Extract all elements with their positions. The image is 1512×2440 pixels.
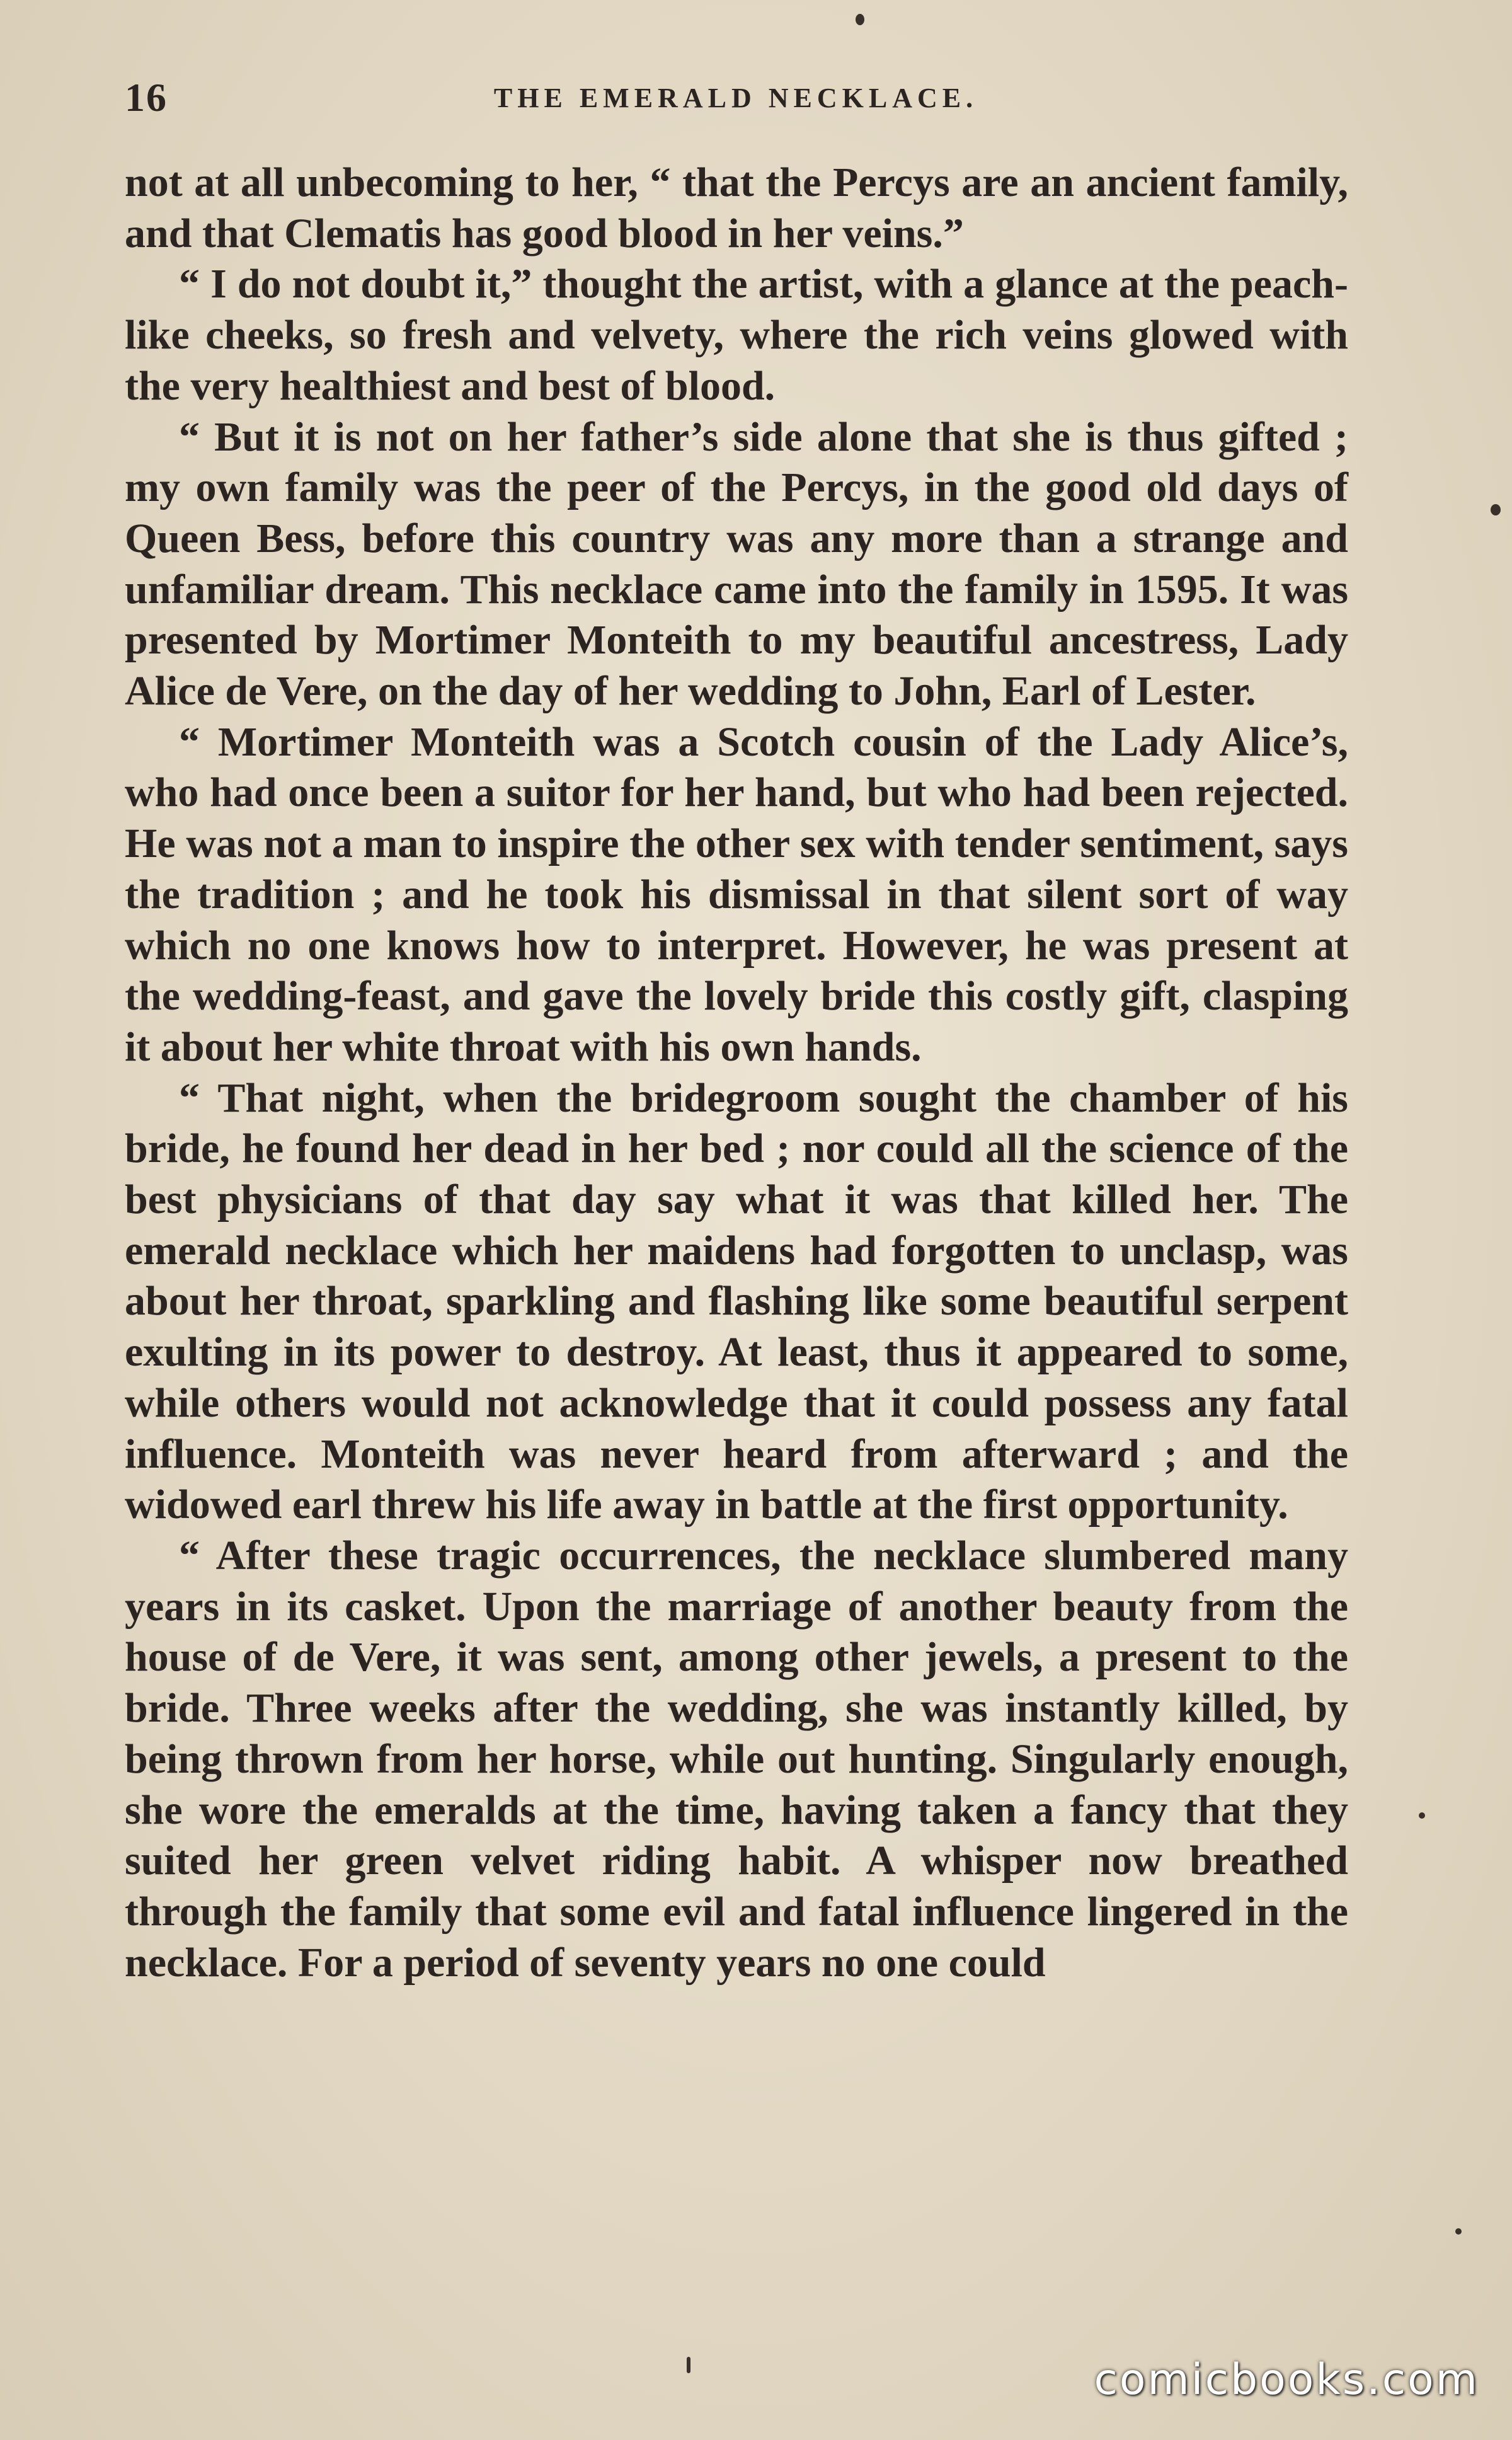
print-speck (1419, 1812, 1425, 1819)
print-speck (856, 14, 864, 25)
paragraph: “ Mortimer Monteith was a Scotch cousin of the Lady Alice’s, who had once been a suitor for her hand, but who had been rejected. He was not a man to inspire the other sex with tender sentiment, says the tradition ; and he took his dismissal in that silent sort of way which no one knows how to interpret. However, he was present at the wedding-feast, and gave the lovely bride this costly gift, clasping it about her white throat with his own hands. (125, 718, 1348, 1070)
paragraph: not at all unbecoming to her, “ that the Percys are an ancient family, and that Clematis has good blood in her veins.” (125, 159, 1348, 256)
print-speck (1455, 2228, 1462, 2235)
page-header (125, 74, 1347, 125)
page-number: 16 (125, 75, 168, 120)
paragraph: “ After these tragic occurrences, the necklace slumbered many years in its casket. Upon the marriage of another beauty from the house of de Vere, it was sent, among other jewels, a present to the bride. Three weeks after the wedding, she was instantly killed, by being thrown from her horse, while out hunting. Singularly enough, she wore the emeralds at the time, having taken a fancy that they suited her green velvet riding habit. A whisper now breathed through the family that some evil and fatal influence lingered in the necklace. For a period of seventy years no one could (125, 1532, 1348, 1986)
print-speck (1491, 504, 1501, 515)
print-speck (687, 2357, 690, 2373)
body-text (125, 158, 1348, 1988)
site-watermark: comicbooks.com (1094, 2355, 1479, 2405)
paragraph: “ That night, when the bridegroom sought the chamber of his bride, he found her dead in her bed ; nor could all the science of the best physicians of that day say what it was that killed her. The emerald necklace which her maidens had forgotten to unclasp, was about her throat, sparkling and flashing like some beautiful serpent exulting in its power to destroy. At least, thus it appeared to some, while others would not acknowledge that it could possess any fatal influence. Monteith was never heard from afterward ; and the widowed earl threw his life away in battle at the first opportunity. (125, 1074, 1348, 1528)
paragraph: “ But it is not on her father’s side alone that she is thus gifted ; my own family was the peer of the Percys, in the good old days of Queen Bess, before this country was any more than a strange and unfamiliar dream. This necklace came into the family in 1595. It was presented by Mortimer Monteith to my beautiful ancestress, Lady Alice de Vere, on the day of her wedding to John, Earl of Lester. (125, 413, 1348, 715)
running-head: THE EMERALD NECKLACE. (493, 83, 978, 113)
paragraph: “ I do not doubt it,” thought the artist, with a glance at the peach-like cheeks, so fresh and velvety, where the rich veins glowed with the very healthiest and best of blood. (125, 261, 1348, 409)
